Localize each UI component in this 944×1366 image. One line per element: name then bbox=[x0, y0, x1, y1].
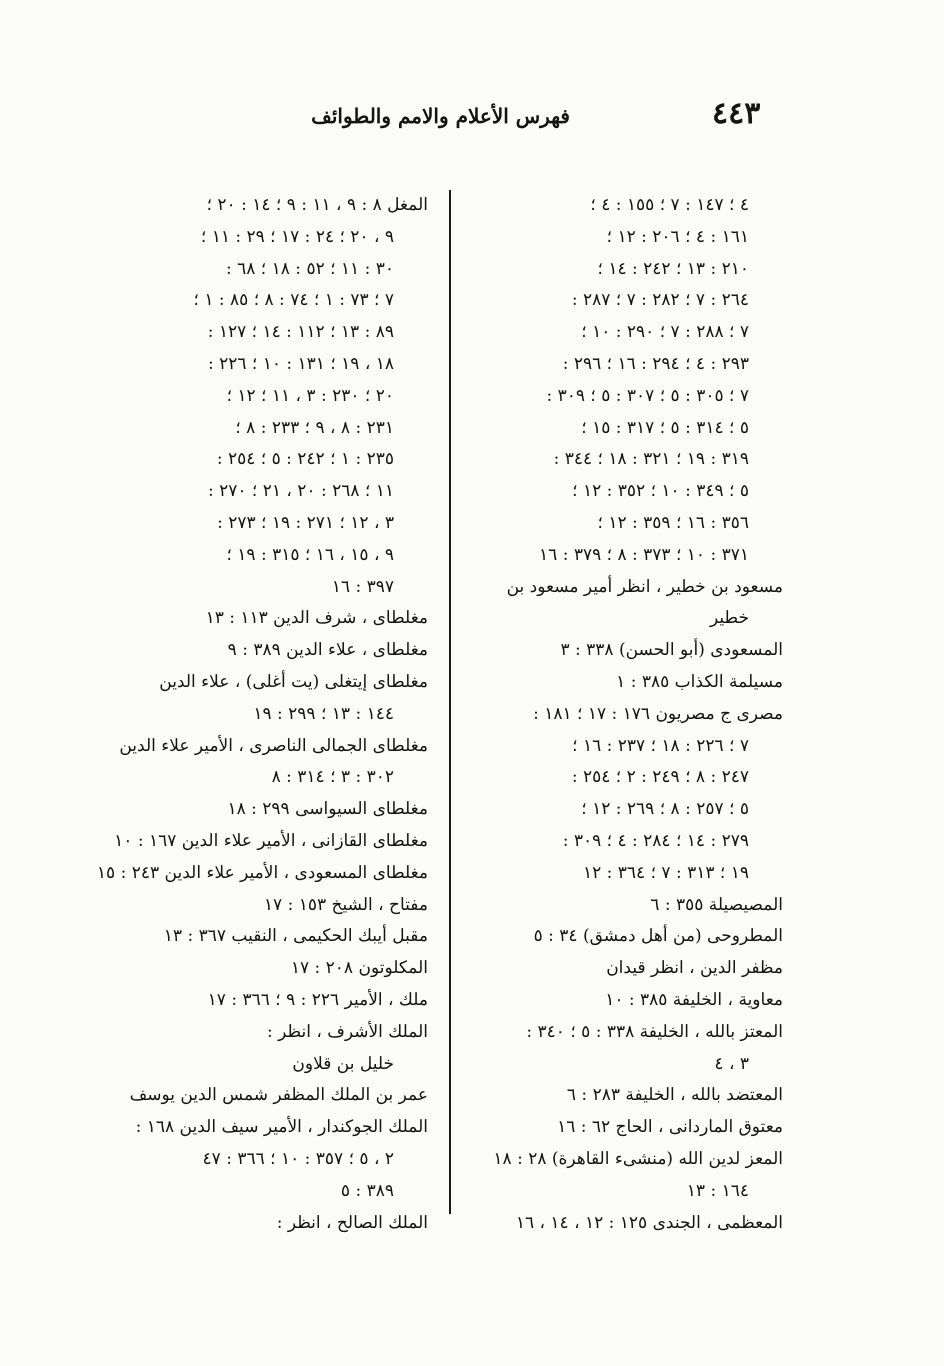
index-entry-line: مفتاح ، الشيخ ١٥٣ : ١٧ bbox=[263, 894, 428, 915]
index-entry-line: ٧ ؛ ٣٠٥ : ٥ ؛ ٣٠٧ : ٥ ؛ ٣٠٩ : bbox=[546, 385, 749, 406]
index-entry-line: عمر بن الملك المظفر شمس الدين يوسف bbox=[129, 1085, 428, 1106]
index-entry-line: ١٤٤ : ١٣ ؛ ٢٩٩ : ١٩ bbox=[253, 703, 394, 724]
index-entry-line: ٣٥٦ : ١٦ ؛ ٣٥٩ : ١٢ ؛ bbox=[597, 512, 749, 533]
index-entry-line: مقبل أيبك الحكيمى ، النقيب ٣٦٧ : ١٣ bbox=[163, 926, 428, 947]
index-entry-line: ٥ ؛ ٣١٤ : ٥ ؛ ٣١٧ : ١٥ ؛ bbox=[581, 417, 749, 438]
index-entry-line: معاوية ، الخليفة ٣٨٥ : ١٠ bbox=[605, 989, 783, 1010]
index-entry-line: ٢٣٥ : ١ ؛ ٢٤٢ : ٥ ؛ ٢٥٤ : bbox=[216, 449, 394, 470]
index-entry-line: ١٩ ؛ ٣١٣ : ٧ ؛ ٣٦٤ : ١٢ bbox=[582, 862, 749, 883]
index-entry-line: المعظمى ، الجندى ١٢٥ : ١٢ ، ١٤ ، ١٦ bbox=[515, 1212, 783, 1233]
index-entry-line: ٢١٠ : ١٣ ؛ ٢٤٢ : ١٤ ؛ bbox=[597, 258, 749, 279]
index-entry-line: مصرى ج مصريون ١٧٦ : ١٧ ؛ ١٨١ : bbox=[533, 703, 783, 724]
index-entry-line: ١٦٤ : ١٣ bbox=[686, 1180, 749, 1201]
index-entry-line: خطير bbox=[710, 608, 749, 629]
index-entry-line: ٧ ؛ ٢٢٦ : ١٨ ؛ ٢٣٧ : ١٦ ؛ bbox=[572, 735, 749, 756]
index-entry-line: ٣٠٢ : ٣ ؛ ٣١٤ : ٨ bbox=[271, 767, 394, 788]
index-entry-line: مغلطاى ، شرف الدين ١١٣ : ١٣ bbox=[205, 608, 428, 629]
column-divider bbox=[449, 190, 451, 1214]
index-entry-line: ٣٩٧ : ١٦ bbox=[331, 576, 394, 597]
index-entry-line: خليل بن قلاون bbox=[292, 1053, 394, 1074]
index-entry-line: ٥ ؛ ٣٤٩ : ١٠ ؛ ٣٥٢ : ١٢ ؛ bbox=[572, 481, 749, 502]
index-entry-line: ملك ، الأمير ٢٢٦ : ٩ ؛ ٣٦٦ : ١٧ bbox=[207, 989, 428, 1010]
index-entry-line: الملك الأشرف ، انظر : bbox=[267, 1021, 428, 1042]
index-column-left bbox=[96, 190, 428, 1239]
index-entry-line: المطروحى (من أهل دمشق) ٣٤ : ٥ bbox=[533, 926, 783, 947]
index-entry-line: الملك الجوكندار ، الأمير سيف الدين ١٦٨ : bbox=[135, 1117, 428, 1138]
page-title: فهرس الأعلام والامم والطوائف bbox=[311, 104, 570, 128]
index-entry-line: مسيلمة الكذاب ٣٨٥ : ١ bbox=[616, 671, 783, 692]
index-entry-line: ٢٣١ : ٨ ، ٩ ؛ ٢٣٣ : ٨ ؛ bbox=[235, 417, 394, 438]
index-entry-line: ١٦١ : ٤ ؛ ٢٠٦ : ١٢ ؛ bbox=[606, 226, 749, 247]
index-entry-line: ١١ ؛ ٢٦٨ : ٢٠ ، ٢١ ؛ ٢٧٠ : bbox=[207, 481, 394, 502]
index-entry-line: ٧ ؛ ٢٨٨ : ٧ ؛ ٢٩٠ : ١٠ ؛ bbox=[581, 322, 749, 343]
index-column-right bbox=[475, 190, 783, 1239]
index-entry-line: مغلطاى القازانى ، الأمير علاء الدين ١٦٧ : ١٠ bbox=[114, 830, 428, 851]
index-entry-line: ٩ ، ١٥ ، ١٦ ؛ ٣١٥ : ١٩ ؛ bbox=[226, 544, 394, 565]
index-entry-line: ٣٠ : ١١ ؛ ٥٢ : ١٨ ؛ ٦٨ : bbox=[226, 258, 394, 279]
index-entry-line: ٢٤٧ : ٨ ؛ ٢٤٩ : ٢ ؛ ٢٥٤ : bbox=[571, 767, 749, 788]
index-entry-line: المكلوتون ٢٠٨ : ١٧ bbox=[290, 958, 428, 979]
index-entry-line: مظفر الدين ، انظر قيدان bbox=[606, 958, 783, 979]
index-entry-line: ٩ ، ٢٠ ؛ ٢٤ : ١٧ ؛ ٢٩ : ١١ ؛ bbox=[200, 226, 394, 247]
index-entry-line: ٣ ، ١٢ ؛ ٢٧١ : ١٩ ؛ ٢٧٣ : bbox=[217, 512, 394, 533]
index-entry-line: ٤ ؛ ١٤٧ : ٧ ؛ ١٥٥ : ٤ ؛ bbox=[590, 195, 749, 215]
index-entry-line: ٣١٩ : ١٩ ؛ ٣٢١ : ١٨ ؛ ٣٤٤ : bbox=[553, 449, 749, 470]
index-entry-line: ٣٨٩ : ٥ bbox=[340, 1180, 394, 1201]
index-entry-line: ٨٩ : ١٣ ؛ ١١٢ : ١٤ ؛ ١٢٧ : bbox=[207, 322, 394, 343]
index-entry-line: مغلطاى ، علاء الدين ٣٨٩ : ٩ bbox=[227, 640, 428, 661]
index-entry-line: المعز لدين الله (منشىء القاهرة) ٢٨ : ١٨ bbox=[493, 1148, 783, 1169]
index-entry-line: الملك الصالح ، انظر : bbox=[276, 1212, 428, 1233]
index-entry-line: المعتز بالله ، الخليفة ٣٣٨ : ٥ ؛ ٣٤٠ : bbox=[526, 1021, 783, 1042]
index-entry-line: مغلطاى السيواسى ٢٩٩ : ١٨ bbox=[227, 799, 428, 820]
index-entry-line: ٣ ، ٤ bbox=[714, 1053, 749, 1074]
index-entry-line: مغلطاى المسعودى ، الأمير علاء الدين ٢٤٣ : ١٥ bbox=[96, 862, 428, 883]
index-entry-line: ٢٧٩ : ١٤ ؛ ٢٨٤ : ٤ ؛ ٣٠٩ : bbox=[562, 830, 749, 851]
index-entry-line: مغلطاى إيتغلى (يت أغلى) ، علاء الدين bbox=[159, 671, 428, 692]
index-entry-line: ٢٠ ؛ ٢٣٠ : ٣ ، ١١ ؛ ١٢ ؛ bbox=[226, 385, 394, 406]
index-entry-line: ٢٩٣ : ٤ ؛ ٢٩٤ : ١٦ ؛ ٢٩٦ : bbox=[562, 353, 749, 374]
index-entry-line: معتوق الماردانى ، الحاج ٦٢ : ١٦ bbox=[557, 1117, 783, 1138]
index-entry-line: مسعود بن خطير ، انظر أمير مسعود بن bbox=[506, 576, 783, 597]
index-entry-line: المعتضد بالله ، الخليفة ٢٨٣ : ٦ bbox=[566, 1085, 783, 1106]
index-entry-line: ٣٧١ : ١٠ ؛ ٣٧٣ : ٨ ؛ ٣٧٩ : ١٦ bbox=[539, 544, 749, 565]
index-entry-line: ١٨ ، ١٩ ؛ ١٣١ : ١٠ ؛ ٢٢٦ : bbox=[207, 353, 394, 374]
index-entry-line: مغلطاى الجمالى الناصرى ، الأمير علاء الدين bbox=[119, 735, 428, 756]
index-entry-line: ٥ ؛ ٢٥٧ : ٨ ؛ ٢٦٩ : ١٢ ؛ bbox=[581, 799, 749, 820]
index-entry-line: ٢ ، ٥ ؛ ٣٥٧ : ١٠ ؛ ٣٦٦ : ٤٧ bbox=[202, 1148, 394, 1169]
index-entry-line: ٢٦٤ : ٧ ؛ ٢٨٢ : ٧ ؛ ٢٨٧ : bbox=[571, 290, 749, 311]
index-entry-line: المصيصيلة ٣٥٥ : ٦ bbox=[650, 894, 783, 915]
index-entry-line: المغل ٨ : ٩ ، ١١ : ٩ ؛ ١٤ : ٢٠ ؛ bbox=[206, 195, 428, 215]
index-entry-line: المسعودى (أبو الحسن) ٣٣٨ : ٣ bbox=[560, 640, 783, 661]
page-number: ٤٤٣ bbox=[712, 96, 761, 131]
index-entry-line: ٧ ؛ ٧٣ : ١ ؛ ٧٤ : ٨ ؛ ٨٥ : ١ ؛ bbox=[193, 290, 394, 311]
